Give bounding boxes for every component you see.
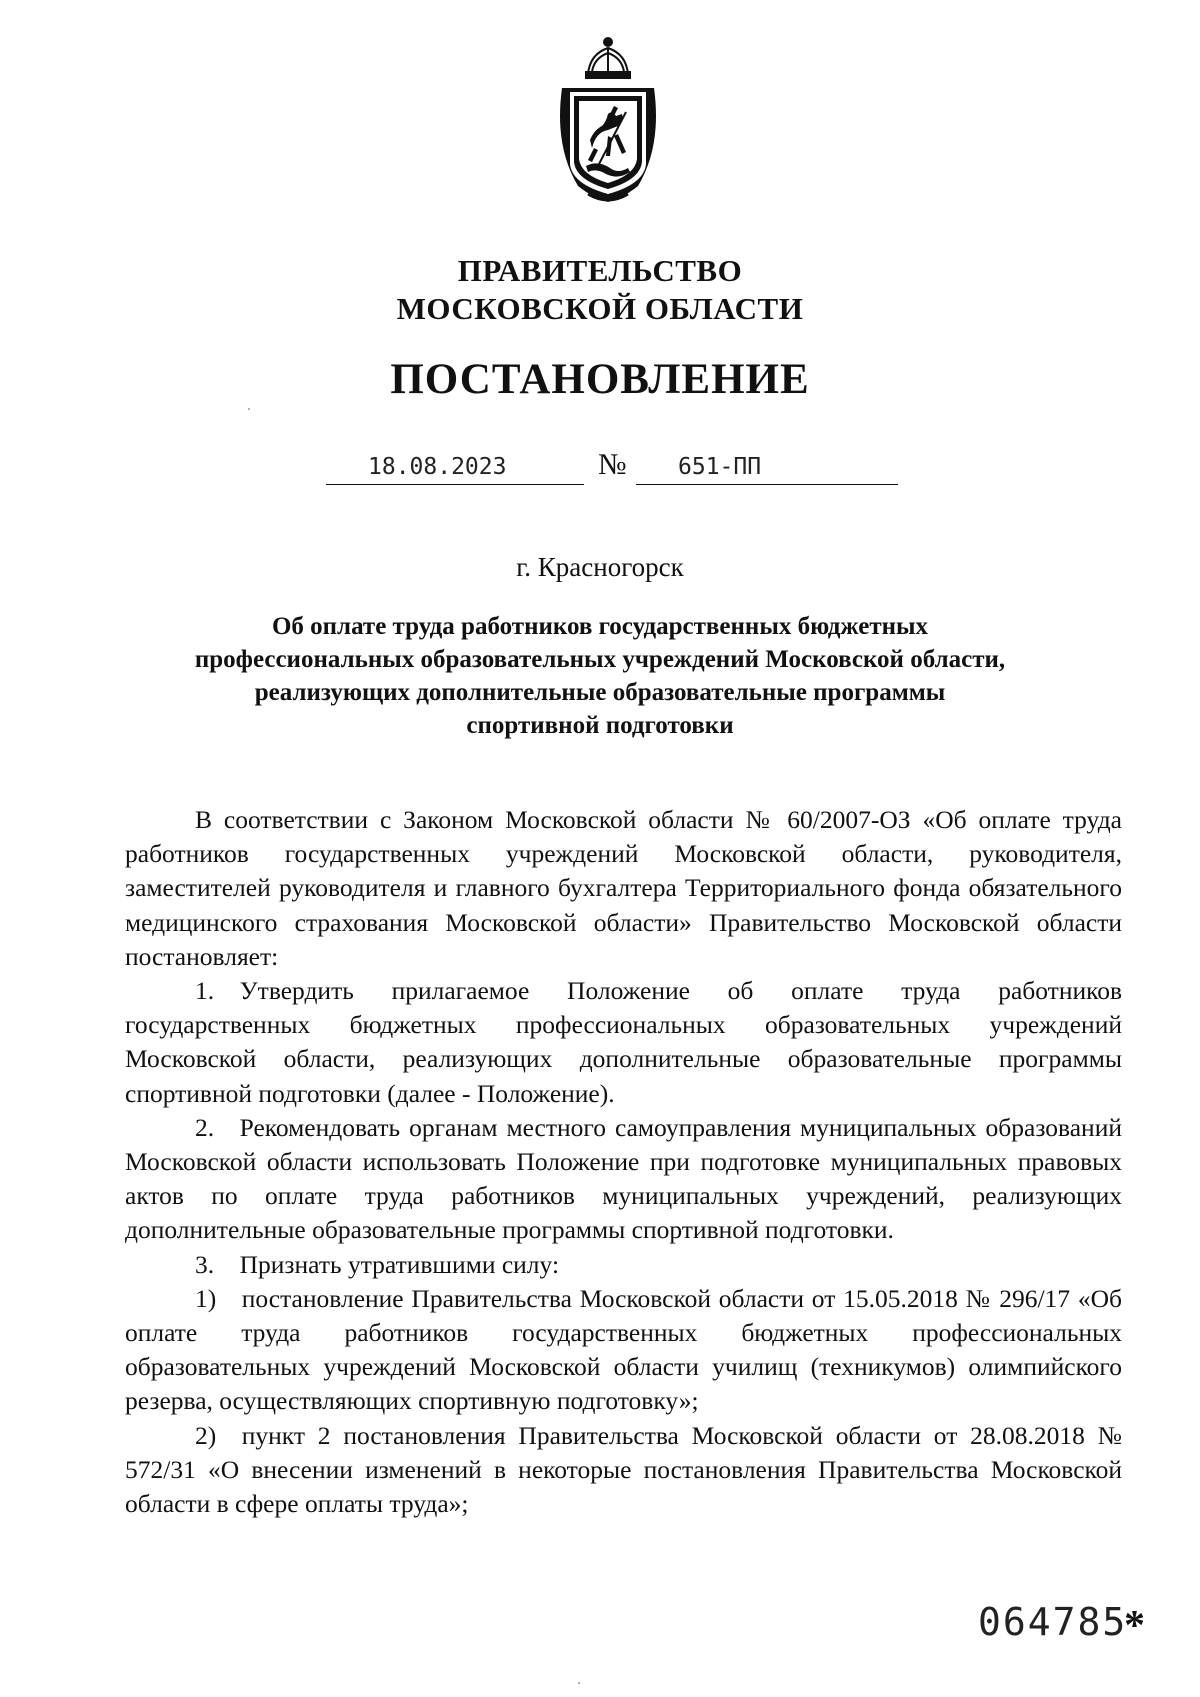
- serial-number: 064785: [978, 1600, 1128, 1644]
- title-line: спортивной подготовки: [466, 712, 734, 739]
- scan-speck: [248, 408, 250, 410]
- clause-2: 2. Рекомендовать органам местного самоуправления муниципальных образований Московской области использовать Положение при подготовке муниципальных правовых актов по оплате труда работников муниципальных учреждений, реализующих дополнительные образовательные программы спортивной подготовки.: [125, 1112, 1122, 1245]
- title-line: профессиональных образовательных учреждений Московской области,: [194, 646, 1006, 673]
- clause-3: 3. Признать утратившими силу:: [195, 1249, 560, 1279]
- number-sign: №: [598, 448, 627, 481]
- crown-icon: [586, 38, 630, 78]
- document-body: [125, 803, 1122, 1521]
- clause-1: 1. Утвердить прилагаемое Положение об оплате труда работников государственных бюджетных профессиональных образовательных учреждений Московской области, реализующих дополнительные образовательные программы спортивной подготовки (далее - Положение).: [125, 976, 1122, 1108]
- subclause-3-2: 2) пункт 2 постановления Правительства Московской области от 28.08.2018 № 572/31 «О внесении изменений в некоторые постановления Правительства Московской области в сфере оплаты труда»;: [125, 1420, 1122, 1519]
- document-number: 651-ПП: [678, 454, 762, 480]
- document-date: 18.08.2023: [368, 454, 507, 480]
- asterisk-mark: *: [1124, 1603, 1145, 1649]
- preamble-paragraph: В соответствии с Законом Московской области № 60/2007-ОЗ «Об оплате труда работников государственных учреждений Московской области, руководителя, заместителей руководителя и главного бухгалтера Территориального фонда обязательного медицинского страхования Московской области» Правительство Московской области постановляет:: [125, 805, 1122, 971]
- coat-of-arms-emblem: [548, 36, 668, 206]
- scan-speck: [578, 1682, 580, 1684]
- date-underline: [326, 484, 584, 485]
- document-title: [150, 610, 1050, 742]
- city-label: г. Красногорск: [516, 552, 684, 582]
- number-underline: [636, 484, 898, 485]
- title-line: Об оплате труда работников государственных бюджетных: [271, 613, 929, 640]
- title-line: реализующих дополнительные образовательные программы: [254, 679, 946, 706]
- organization-name-line1: ПРАВИТЕЛЬСТВО: [457, 253, 743, 288]
- organization-name-line2: МОСКОВСКОЙ ОБЛАСТИ: [396, 291, 804, 326]
- subclause-3-1: 1) постановление Правительства Московской области от 15.05.2018 № 296/17 «Об оплате труда работников государственных бюджетных профессиональных образовательных учреждений Московской области училищ (техникумов) олимпийского резерва, осуществляющих спортивную подготовку»;: [125, 1283, 1122, 1416]
- document-type-heading: ПОСТАНОВЛЕНИЕ: [390, 356, 810, 403]
